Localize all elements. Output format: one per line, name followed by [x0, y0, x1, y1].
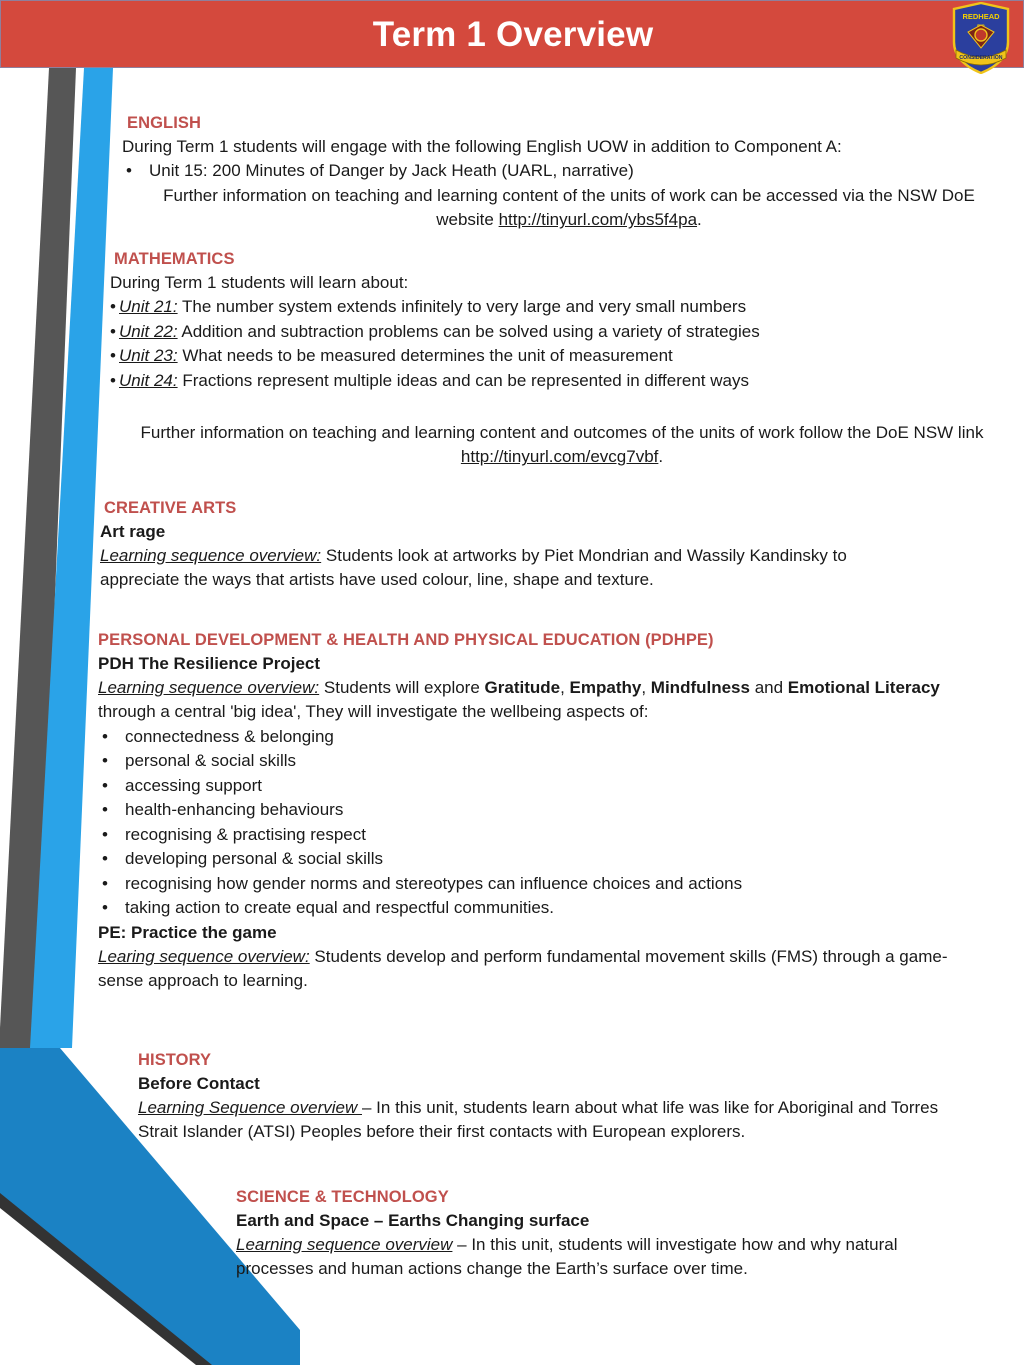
overview-part2: through a central 'big idea', They will investigate the wellbeing aspects of:	[98, 702, 649, 722]
overview-text: Students look at artworks by Piet Mondrian and Wassily Kandinsky to appreciate the ways that artists have used colour, line, shape and texture.	[100, 545, 847, 590]
list-item	[110, 320, 1000, 344]
english-bullet-list	[122, 159, 1002, 183]
overview-label: Learning sequence overview	[236, 1234, 453, 1254]
section-title-creative-arts: CREATIVE ARTS	[104, 499, 237, 517]
maths-further-info-block	[110, 421, 1000, 470]
pdhpe-bullet-list	[98, 725, 998, 921]
crest-banner-text: CONSIDERATION	[959, 55, 1003, 61]
overview-sep3: and	[749, 677, 788, 697]
unit-text: Addition and subtraction problems can be solved using a variety of strategies	[177, 321, 760, 341]
list-item	[110, 369, 1000, 393]
section-title-pdhpe: PERSONAL DEVELOPMENT & HEALTH AND PHYSICAL EDUCATION (PDHPE)	[98, 631, 714, 649]
unit-text: Fractions represent multiple ideas and can be represented in different ways	[177, 370, 749, 390]
section-pdhpe	[98, 630, 998, 994]
overview-bold-mindfulness: Mindfulness	[650, 677, 750, 697]
overview-bold-empathy: Empathy	[569, 677, 642, 697]
school-crest-logo	[950, 2, 1012, 74]
english-further-prefix: Further information on teaching and learning content of the units of work can be accessed via the NSW DoE website	[163, 185, 975, 230]
overview-label: Learning Sequence overview	[138, 1097, 362, 1117]
pdhpe-overview	[98, 676, 940, 725]
pdh-unit-name: PDH The Resilience Project	[98, 653, 321, 673]
creative-arts-overview	[100, 544, 930, 593]
overview-text: – In this unit, students learn about what life was like for Aboriginal and Torres Strait Islander (ATSI) Peoples before their first contacts with European explorers.	[138, 1097, 939, 1142]
creative-arts-unit-name: Art rage	[100, 521, 166, 541]
overview-label: Learing sequence overview:	[98, 946, 310, 966]
list-item: • recognising & practising respect	[98, 823, 998, 847]
overview-text: Students develop and perform fundamental movement skills (FMS) through a game-sense approach to learning.	[98, 946, 948, 991]
history-overview	[138, 1096, 953, 1145]
maths-unit-list	[110, 295, 1000, 393]
pe-overview	[98, 945, 978, 994]
section-title-science: SCIENCE & TECHNOLOGY	[236, 1188, 449, 1206]
history-unit-name: Before Contact	[138, 1073, 260, 1093]
list-item: • personal & social skills	[98, 749, 998, 773]
pe-unit-name: PE: Practice the game	[98, 922, 277, 942]
unit-text: What needs to be measured determines the unit of measurement	[177, 346, 673, 366]
english-intro: During Term 1 students will engage with the following English UOW in addition to Component A:	[122, 136, 842, 156]
english-further-suffix: .	[697, 210, 702, 230]
overview-label: Learning sequence overview:	[100, 545, 322, 565]
section-creative-arts	[100, 498, 990, 593]
overview-sep1: ,	[560, 677, 570, 697]
section-title-mathematics: MATHEMATICS	[114, 250, 235, 268]
list-item: • developing personal & social skills	[98, 847, 998, 871]
page-title: Term 1 Overview	[372, 15, 654, 54]
maths-further-prefix: Further information on teaching and learning content and outcomes of the units of work follow the DoE NSW link	[140, 423, 984, 442]
list-item: • connectedness & belonging	[98, 725, 998, 749]
section-mathematics	[110, 249, 1000, 393]
overview-sep2: ,	[641, 677, 651, 697]
section-title-history: HISTORY	[138, 1051, 212, 1069]
list-item: • Unit 15: 200 Minutes of Danger by Jack Heath (UARL, narrative)	[122, 159, 1002, 183]
science-overview	[236, 1233, 964, 1282]
overview-part1: Students will explore	[319, 677, 485, 697]
section-science-technology	[236, 1187, 1006, 1282]
overview-label: Learning sequence overview:	[98, 677, 320, 697]
list-item	[110, 295, 1000, 319]
overview-bold-emotional-literacy: Emotional Literacy	[787, 677, 940, 697]
overview-bold-gratitude: Gratitude	[484, 677, 561, 697]
maths-further-link[interactable]: http://tinyurl.com/evcg7vbf	[460, 447, 659, 467]
section-history	[138, 1050, 998, 1145]
english-further-link[interactable]: http://tinyurl.com/ybs5f4pa	[498, 210, 698, 230]
list-item: • health-enhancing behaviours	[98, 798, 998, 822]
unit-label: Unit 22:	[119, 321, 178, 341]
section-english	[122, 113, 1002, 233]
section-title-english: ENGLISH	[127, 114, 202, 132]
maths-intro: During Term 1 students will learn about:	[110, 272, 409, 292]
header-bar	[0, 0, 1024, 68]
maths-further-info	[124, 421, 1000, 470]
list-item	[110, 344, 1000, 368]
unit-label: Unit 21:	[119, 297, 178, 317]
unit-label: Unit 24:	[119, 370, 178, 390]
maths-further-suffix: .	[658, 447, 664, 467]
list-item: • taking action to create equal and respectful communities.	[98, 896, 998, 920]
list-item: • accessing support	[98, 774, 998, 798]
unit-text: The number system extends infinitely to very large and very small numbers	[177, 297, 747, 317]
english-further-info	[136, 184, 1002, 233]
unit-label: Unit 23:	[119, 346, 178, 366]
crest-top-text: REDHEAD	[962, 12, 1000, 21]
science-unit-name: Earth and Space – Earths Changing surface	[236, 1210, 590, 1230]
overview-text: – In this unit, students will investigate how and why natural processes and human actions change the Earth’s surface over time.	[236, 1234, 898, 1279]
list-item: • recognising how gender norms and stereotypes can influence choices and actions	[98, 872, 998, 896]
